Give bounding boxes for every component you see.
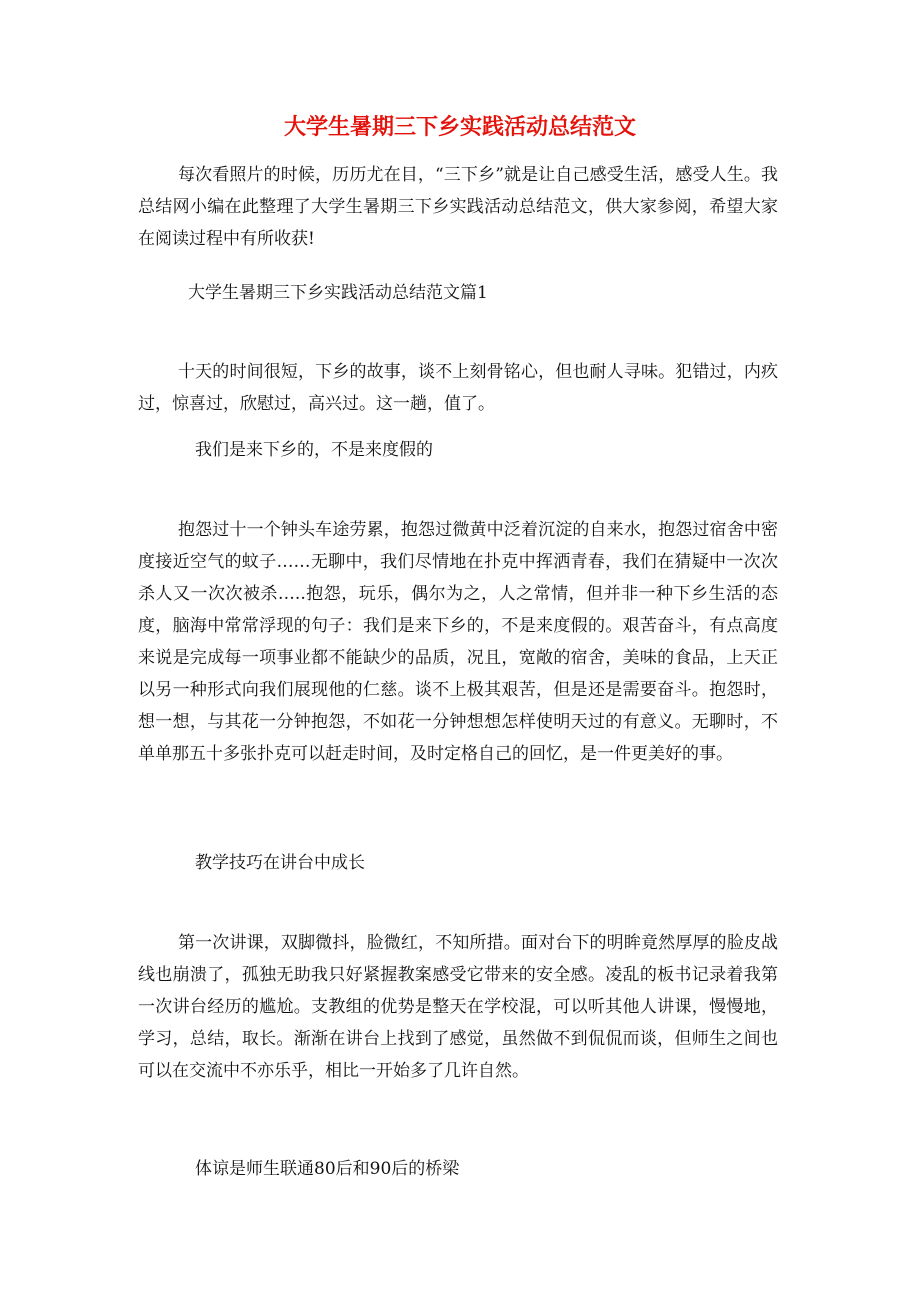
section-title: 大学生暑期三下乡实践活动总结范文篇1 — [188, 283, 488, 303]
paragraph-1: 十天的时间很短，下乡的故事，谈不上刻骨铭心，但也耐人寻味。犯错过，内疚过，惊喜过，欣慰过，高兴过。这一趟，值了。 — [138, 362, 778, 414]
subheading-2: 教学技巧在讲台中成长 — [195, 853, 365, 873]
subheading-3: 体谅是师生联通80后和90后的桥梁 — [195, 1159, 460, 1179]
subheading-1: 我们是来下乡的，不是来度假的 — [195, 440, 433, 460]
paragraph-3: 第一次讲课，双脚微抖，脸微红，不知所措。面对台下的明眸竟然厚厚的脸皮战线也崩溃了，孤独无助我只好紧握教案感受它带来的安全感。凌乱的板书记录着我第一次讲台经历的尴尬。支教组的优势是整天在学校混，可以听其他人讲课，慢慢地，学习，总结，取长。渐渐在讲台上找到了感觉，虽然做不到侃侃而谈，但师生之间也可以在交流中不亦乐乎，相比一开始多了几许自然。 — [138, 933, 778, 1081]
paragraph-2: 抱怨过十一个钟头车途劳累，抱怨过微黄中泛着沉淀的自来水，抱怨过宿舍中密度接近空气的蚊子……无聊中，我们尽情地在扑克中挥洒青春，我们在猜疑中一次次杀人又一次次被杀…..抱怨，玩乐，偶尔为之，人之常情，但并非一种下乡生活的态度，脑海中常常浮现的句子：我们是来下乡的，不是来度假的。艰苦奋斗，有点高度来说是完成每一项事业都不能缺少的品质，况且，宽敞的宿舍，美味的食品，上天正以另一种形式向我们展现他的仁慈。谈不上极其艰苦，但是还是需要奋斗。抱怨时，想一想，与其花一分钟抱怨，不如花一分钟想想怎样使明天过的有意义。无聊时，不单单那五十多张扑克可以赶走时间，及时定格自己的回忆，是一件更美好的事。 — [138, 520, 778, 764]
document-title: 大学生暑期三下乡实践活动总结范文 — [283, 115, 636, 140]
intro-paragraph: 每次看照片的时候，历历尤在目，“三下乡”就是让自己感受生活，感受人生。我总结网小编在此整理了大学生暑期三下乡实践活动总结范文，供大家参阅，希望大家在阅读过程中有所收获! — [138, 165, 778, 249]
